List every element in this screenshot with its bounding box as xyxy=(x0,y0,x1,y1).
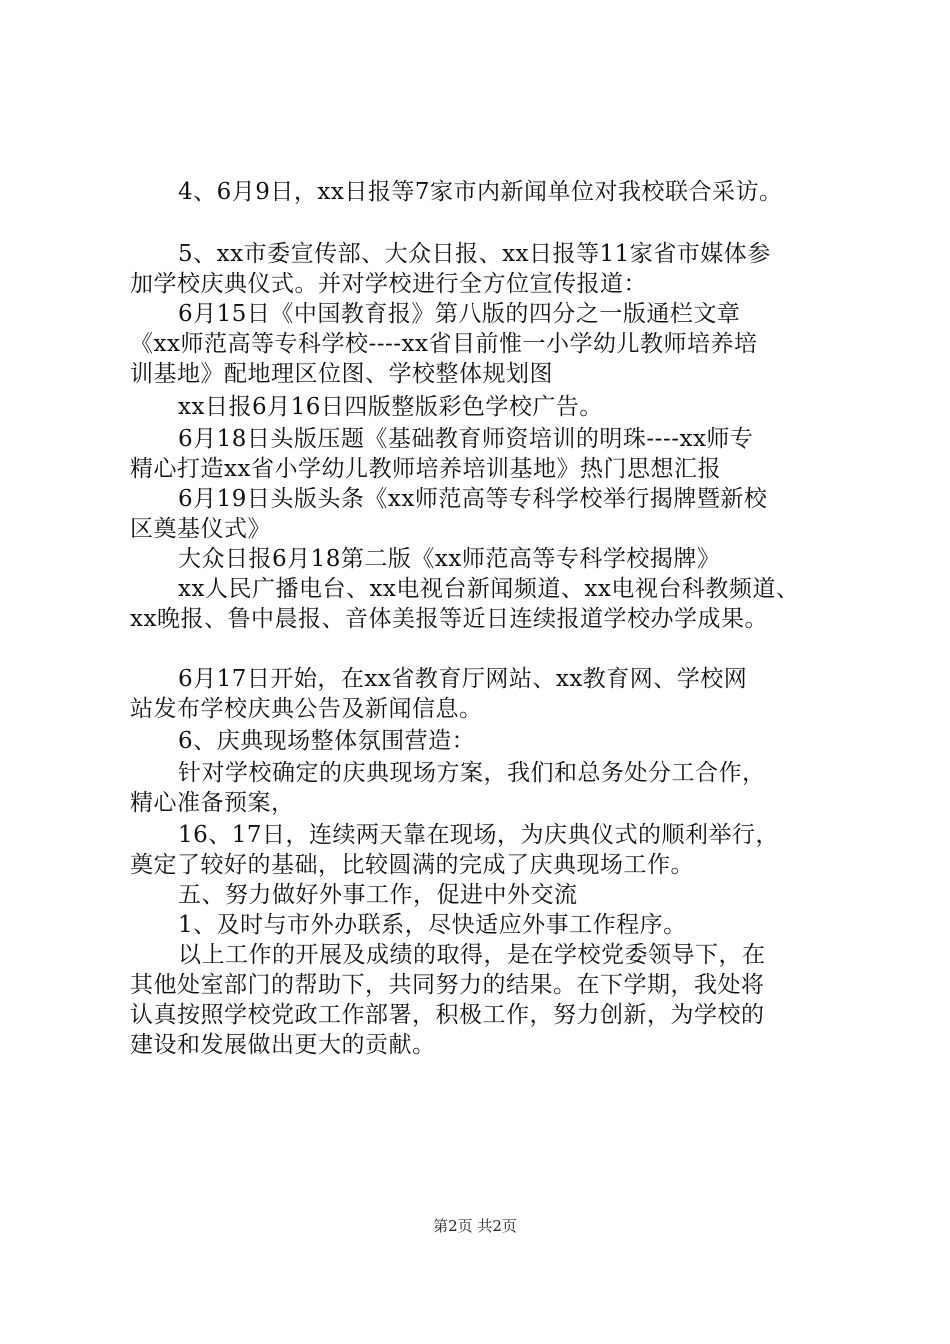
paragraph-line: 1、及时与市外办联系，尽快适应外事工作程序。 xyxy=(178,912,687,938)
paragraph-line: 加学校庆典仪式。并对学校进行全方位宣传报道： xyxy=(130,271,647,297)
paragraph-line: xx晚报、鲁中晨报、音体美报等近日连续报道学校办学成果。 xyxy=(130,606,768,632)
paragraph-line: 奠定了较好的基础，比较圆满的完成了庆典现场工作。 xyxy=(130,852,694,878)
paragraph-line: 针对学校确定的庆典现场方案，我们和总务处分工合作， xyxy=(178,760,766,786)
paragraph-line: 建设和发展做出更大的贡献。 xyxy=(130,1032,436,1058)
paragraph-line: 6月19日头版头条《xx师范高等专科学校举行揭牌暨新校 xyxy=(178,486,768,512)
paragraph-line: 4、6月9日，xx日报等7家市内新闻单位对我校联合采访。 xyxy=(178,179,783,205)
paragraph-line: 《xx师范高等专科学校----xx省目前惟一小学幼儿教师培养培 xyxy=(130,331,758,357)
paragraph-line: 6、庆典现场整体氛围营造： xyxy=(178,728,476,754)
paragraph-line: 以上工作的开展及成绩的取得，是在学校党委领导下，在 xyxy=(178,942,766,968)
paragraph-line: 16、17日，连续两天靠在现场，为庆典仪式的顺利举行， xyxy=(178,822,780,848)
paragraph-line: 6月17日开始，在xx省教育厅网站、xx教育网、学校网 xyxy=(178,666,748,692)
paragraph-line: xx人民广播电台、xx电视台新闻频道、xx电视台科教频道、 xyxy=(178,576,800,602)
paragraph-line: 站发布学校庆典公告及新闻信息。 xyxy=(130,696,483,722)
paragraph-line: 五、努力做好外事工作，促进中外交流 xyxy=(178,882,578,908)
paragraph-line: xx日报6月16日四版整版彩色学校广告。 xyxy=(178,394,603,420)
paragraph-line: 大众日报6月18第二版《xx师范高等专科学校揭牌》 xyxy=(178,546,721,572)
paragraph-line: 其他处室部门的帮助下，共同努力的结果。在下学期，我处将 xyxy=(130,972,765,998)
paragraph-line: 认真按照学校党政工作部署，积极工作，努力创新，为学校的 xyxy=(130,1002,765,1028)
page-footer: 第2页 共2页 xyxy=(433,1217,517,1235)
paragraph-line: 6月18日头版压题《基础教育师资培训的明珠----xx师专 xyxy=(178,426,754,452)
paragraph-line: 5、xx市委宣传部、大众日报、xx日报等11家省市媒体参 xyxy=(178,241,771,267)
paragraph-line: 训基地》配地理区位图、学校整体规划图 xyxy=(130,361,553,387)
paragraph-line: 区奠基仪式》 xyxy=(130,516,271,542)
paragraph-line: 精心打造xx省小学幼儿教师培养培训基地》热门思想汇报 xyxy=(130,456,721,482)
paragraph-line: 精心准备预案， xyxy=(130,790,295,816)
paragraph-line: 6月15日《中国教育报》第八版的四分之一版通栏文章 xyxy=(178,301,741,327)
